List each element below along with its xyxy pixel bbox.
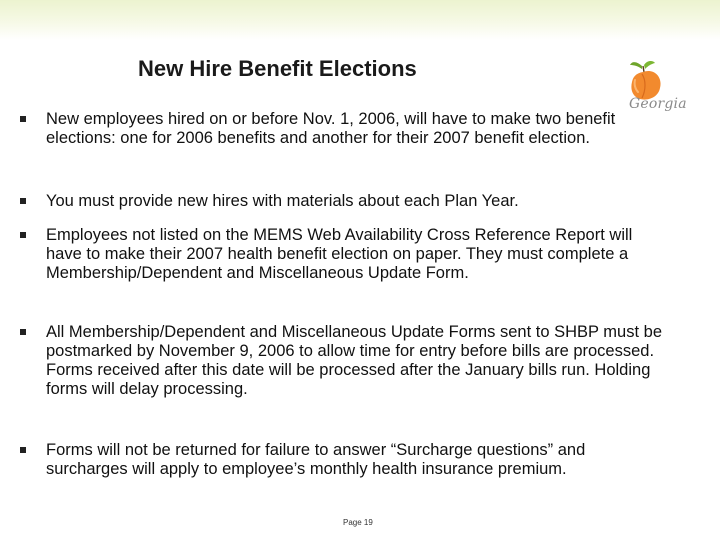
bullet-marker-icon: [20, 447, 26, 453]
logo-wordmark: Georgia: [629, 96, 687, 112]
bullet-text: You must provide new hires with materials about each Plan Year.: [46, 192, 519, 210]
bullet-marker-icon: [20, 232, 26, 238]
bullet-marker-icon: [20, 116, 26, 122]
bullet-text: Forms will not be returned for failure to answer “Surcharge questions” and surcharges will apply to employee’s monthly health insurance premium.: [46, 441, 586, 478]
slide-title: New Hire Benefit Elections: [138, 56, 417, 81]
bullet-marker-icon: [20, 198, 26, 204]
bullet-text: Employees not listed on the MEMS Web Availability Cross Reference Report will have to make their 2007 health benefit election on paper. They must complete a Membership/Dependent and Miscellaneous Update Form.: [46, 226, 633, 282]
bullet-marker-icon: [20, 329, 26, 335]
bullet-text: New employees hired on or before Nov. 1, 2006, will have to make two benefit elections: one for 2006 benefits and another for their 2007 benefit election.: [46, 110, 616, 147]
header-band: [0, 0, 720, 40]
page-number: Page 19: [343, 518, 373, 527]
bullet-text: All Membership/Dependent and Miscellaneous Update Forms sent to SHBP must be postmarked by November 9, 2006 to allow time for entry before bills are processed. Forms received after this date will be processed after the January bills run. Holding forms will delay processing.: [46, 323, 663, 398]
